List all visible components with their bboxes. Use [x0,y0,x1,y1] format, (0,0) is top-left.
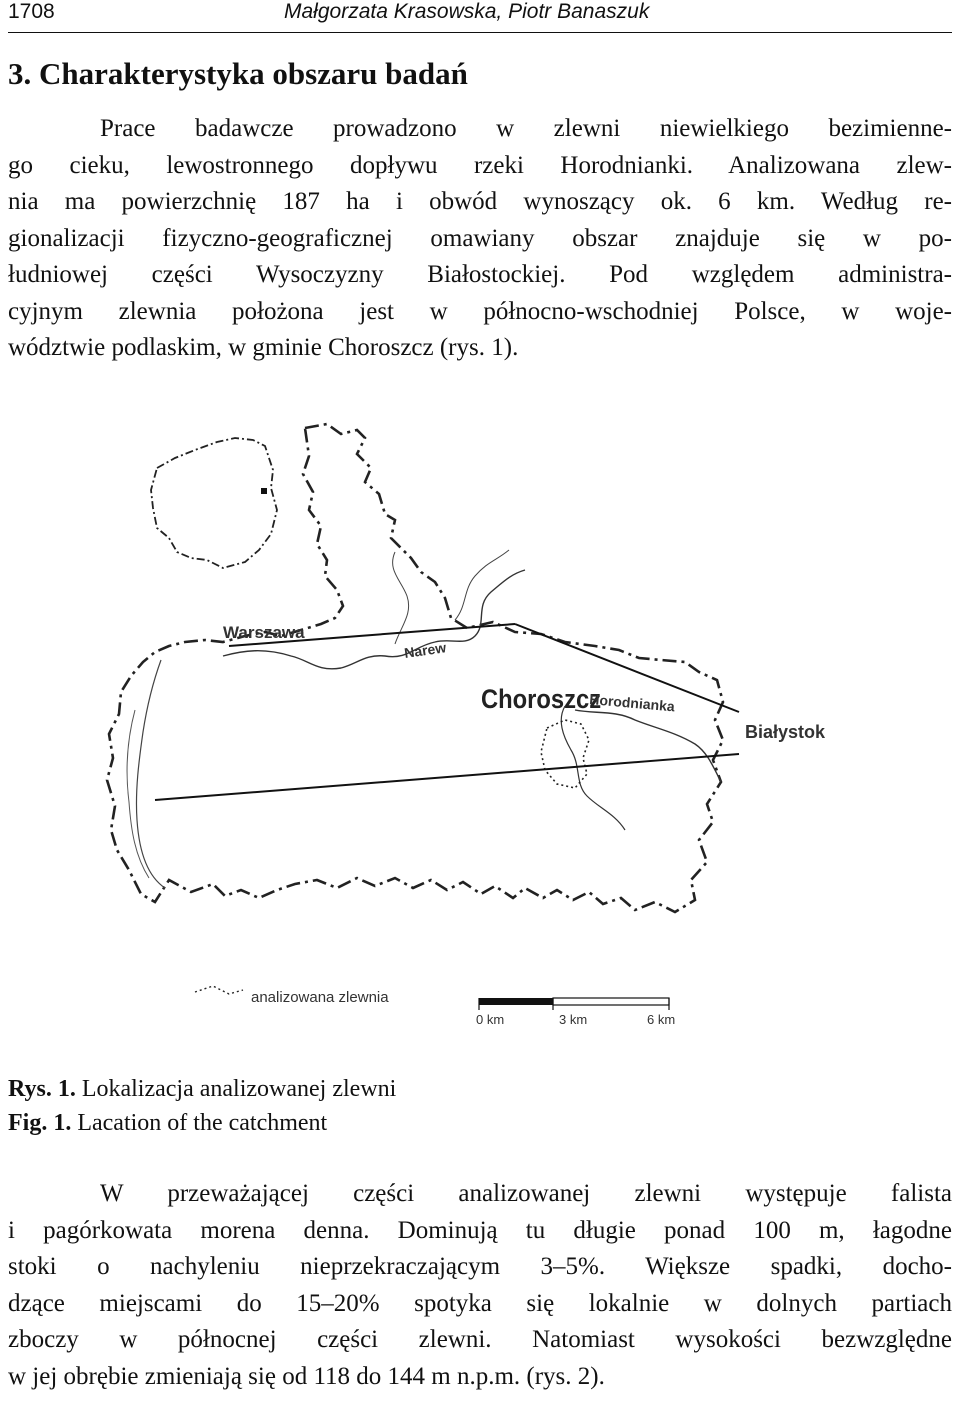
caption-label: Fig. 1. [8,1110,72,1136]
paragraph-line: gionalizacji fizyczno-geograficznej omawiany obszar znajduje się w po- [8,224,952,252]
paragraph-line: nia ma powierzchnię 187 ha i obwód wynoszący ok. 6 km. Według re- [8,188,952,215]
paragraph-line: zboczy w północnej części zlewni. Natomiast wysokości bezwzględne [8,1326,952,1353]
paragraph-line: i pagórkowata morena denna. Dominują tu długie ponad 100 m, łagodne [8,1216,952,1244]
caption-text: Lokalizacja analizowanej zlewni [75,1076,397,1102]
label-warszawa: Warszawa [223,623,305,642]
road-west-bialystok [155,754,739,800]
paragraph-line: cyjnym zlewnia położona jest w północno-wschodniej Polsce, w woje- [8,297,952,325]
district-boundary [107,424,723,912]
location-map-figure [95,410,865,1030]
paragraph-line: wództwie podlaskim, w gminie Choroszcz (rys. 1). [8,334,519,361]
label-choroszcz: Choroszcz [481,684,602,715]
catchment-outline [541,720,589,788]
paragraph-line: Prace badawcze prowadzono w zlewni niewielkiego bezimienne- [100,115,952,142]
tributary-stream [393,552,409,644]
scale-tick-3: 3 km [559,1012,588,1027]
figure-caption-en [8,1110,327,1137]
page-number: 1708 [8,0,55,23]
paragraph-1 [8,111,952,367]
poland-inset-location-marker [261,488,267,494]
caption-label: Rys. 1. [8,1076,76,1102]
label-bialystok: Białystok [745,722,826,742]
paragraph-line: w jej obrębie zmieniają się od 118 do 144 m n.p.m. (rys. 2). [8,1362,605,1390]
label-narew: Narew [403,639,448,661]
narew-river-branch [136,660,165,888]
paragraph-line: W przeważającej części analizowanej zlewni występuje falista [100,1180,952,1207]
narew-river [223,570,525,669]
legend-catchment-label: analizowana zlewnia [251,989,389,1006]
legend-catchment-symbol [195,986,243,994]
poland-inset-outline [151,438,277,568]
figure-caption-pl [8,1076,396,1103]
paragraph-2 [8,1176,952,1395]
scale-tick-6: 6 km [647,1012,676,1027]
running-header [8,2,952,33]
paragraph-line: go cieku, lewostronnego dopływu rzeki Horodnianki. Analizowana zlew- [8,151,952,179]
scale-tick-0: 0 km [476,1012,505,1027]
paragraph-line: dzące miejscami do 15–20% spotyka się lokalnie w dolnych partiach [8,1289,952,1317]
label-horodnianka: Horodnianka [588,691,676,715]
narew-river-braid [127,710,149,878]
section-title: 3. Charakterystyka obszaru badań [8,56,468,91]
running-head-authors: Małgorzata Krasowska, Piotr Banaszuk [284,0,650,23]
location-map [95,410,865,1030]
caption-text: Lacation of the catchment [71,1110,328,1136]
horodnianka-river [575,710,721,782]
scale-bar [476,998,675,1027]
paragraph-line: stoki o nachyleniu nieprzekraczającym 3–5%. Większe spadki, docho- [8,1253,952,1280]
paragraph-line: łudniowej części Wysoczyzny Białostockiej. Pod względem administra- [8,261,952,288]
